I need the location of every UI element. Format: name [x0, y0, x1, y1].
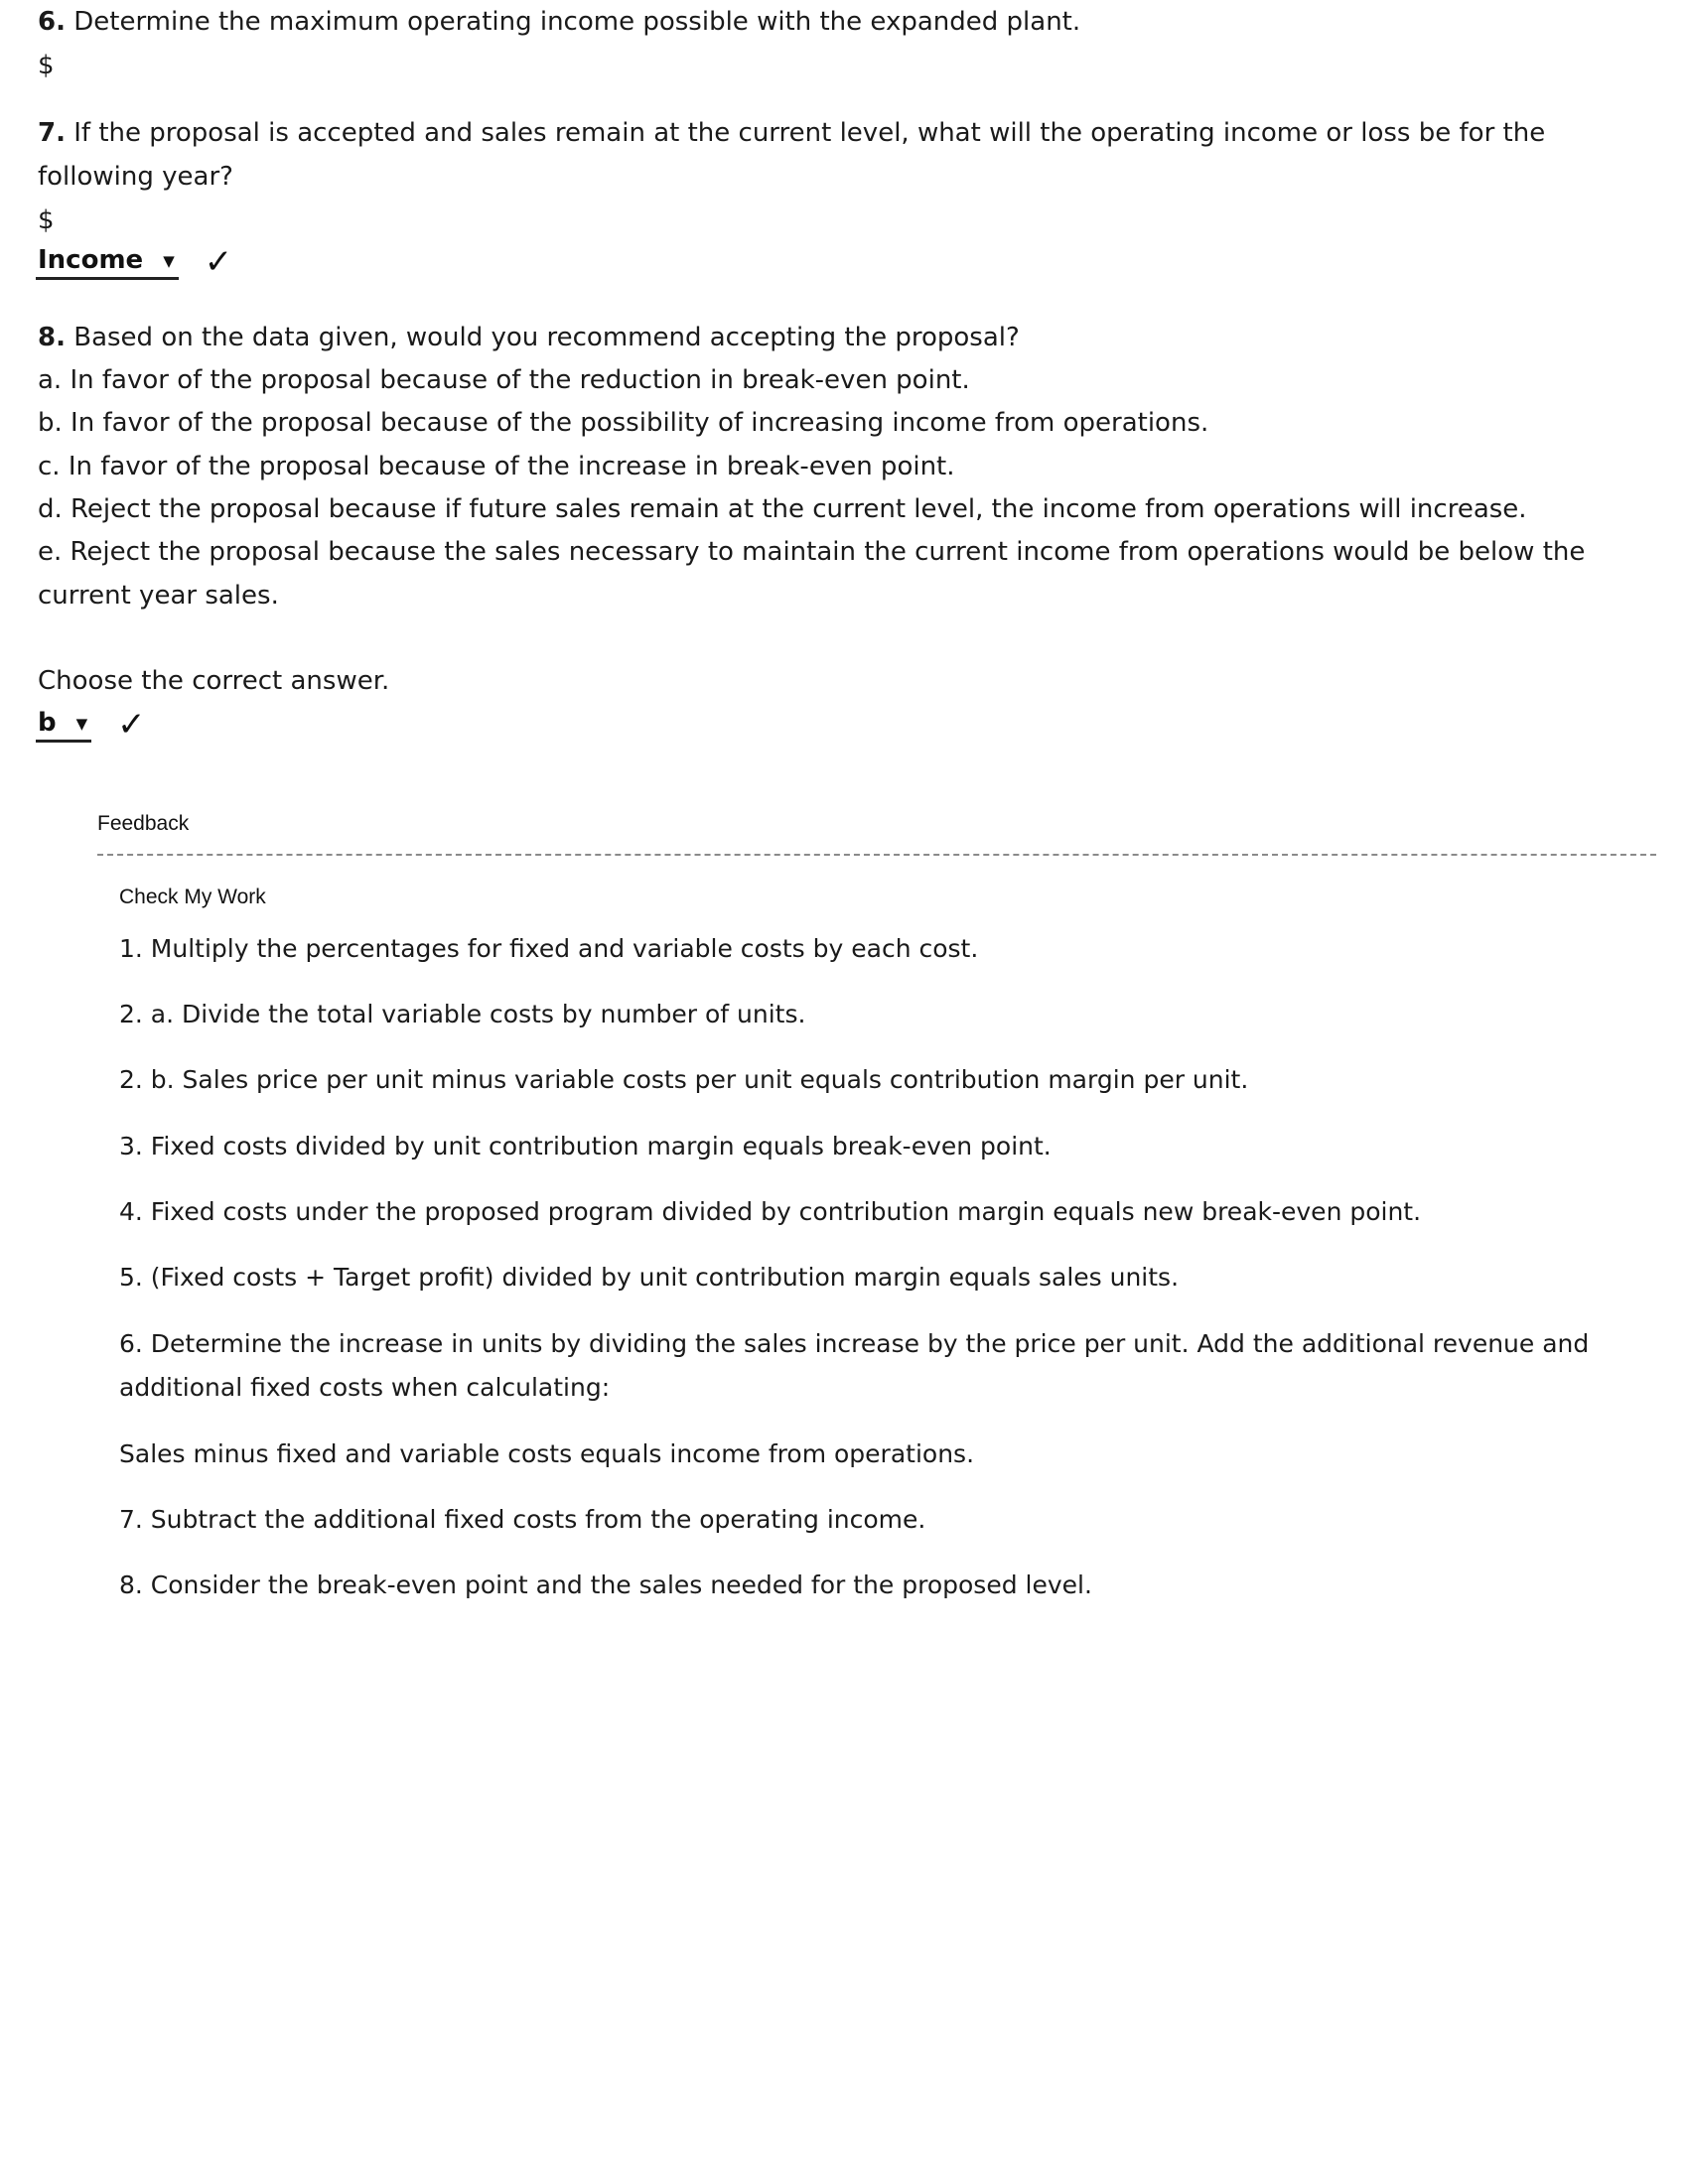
- chevron-down-icon: ▼: [163, 251, 175, 270]
- question-number: 8.: [38, 323, 66, 352]
- check-my-work-heading: Check My Work: [119, 886, 266, 908]
- answer-option-d: d. Reject the proposal because if future sales remain at the current level, the income from operations will increase.: [38, 494, 1527, 524]
- question-7: [38, 111, 1626, 199]
- feedback-divider: [97, 854, 1656, 856]
- feedback-hint: Sales minus fixed and variable costs equals income from operations.: [119, 1439, 975, 1468]
- answer-prompt: Choose the correct answer.: [38, 666, 390, 696]
- question-text: Based on the data given, would you recommend accepting the proposal?: [65, 323, 1020, 352]
- feedback-hint: 2. b. Sales price per unit minus variable costs per unit equals contribution margin per unit.: [119, 1065, 1249, 1094]
- feedback-hint: 6. Determine the increase in units by dividing the sales increase by the price per unit. Add the additional revenue and additional fixed costs when calculating:: [119, 1329, 1590, 1402]
- answer-option-c: c. In favor of the proposal because of the increase in break-even point.: [38, 452, 955, 481]
- answer-option-b: b. In favor of the proposal because of the possibility of increasing income from operations.: [38, 408, 1209, 438]
- currency-symbol: $: [38, 51, 55, 80]
- feedback-hint: 1. Multiply the percentages for fixed and variable costs by each cost.: [119, 934, 979, 963]
- answer-option-e: e. Reject the proposal because the sales necessary to maintain the current income from operations would be below the current year sales.: [38, 537, 1586, 611]
- feedback-hint: 4. Fixed costs under the proposed program divided by contribution margin equals new break-even point.: [119, 1197, 1422, 1226]
- question-number: 6.: [38, 7, 66, 37]
- chevron-down-icon: ▼: [75, 714, 88, 733]
- dropdown-value: b: [38, 707, 57, 738]
- dropdown-value: Income: [38, 244, 144, 275]
- feedback-hint: 3. Fixed costs divided by unit contribution margin equals break-even point.: [119, 1132, 1052, 1160]
- income-loss-dropdown[interactable]: [36, 245, 179, 280]
- question-number: 7.: [38, 118, 66, 148]
- question-text: If the proposal is accepted and sales remain at the current level, what will the operating income or loss be for the following year?: [38, 118, 1546, 192]
- question-6: [38, 0, 1626, 44]
- currency-symbol: $: [38, 205, 55, 235]
- feedback-heading: Feedback: [97, 812, 190, 835]
- feedback-hint: 7. Subtract the additional fixed costs from the operating income.: [119, 1505, 926, 1534]
- checkmark-icon: ✓: [117, 705, 146, 745]
- feedback-hint: 2. a. Divide the total variable costs by number of units.: [119, 1000, 806, 1028]
- answer-dropdown[interactable]: [36, 708, 91, 743]
- income-loss-select-row: [36, 242, 232, 282]
- feedback-hint: 8. Consider the break-even point and the sales needed for the proposed level.: [119, 1570, 1092, 1599]
- answer-select-row: [36, 705, 146, 745]
- question-text: Determine the maximum operating income possible with the expanded plant.: [65, 7, 1081, 37]
- checkmark-icon: ✓: [204, 242, 233, 282]
- question-8: [38, 316, 1626, 359]
- answer-option-a: a. In favor of the proposal because of the reduction in break-even point.: [38, 365, 970, 395]
- feedback-hint: 5. (Fixed costs + Target profit) divided by unit contribution margin equals sales units.: [119, 1263, 1180, 1292]
